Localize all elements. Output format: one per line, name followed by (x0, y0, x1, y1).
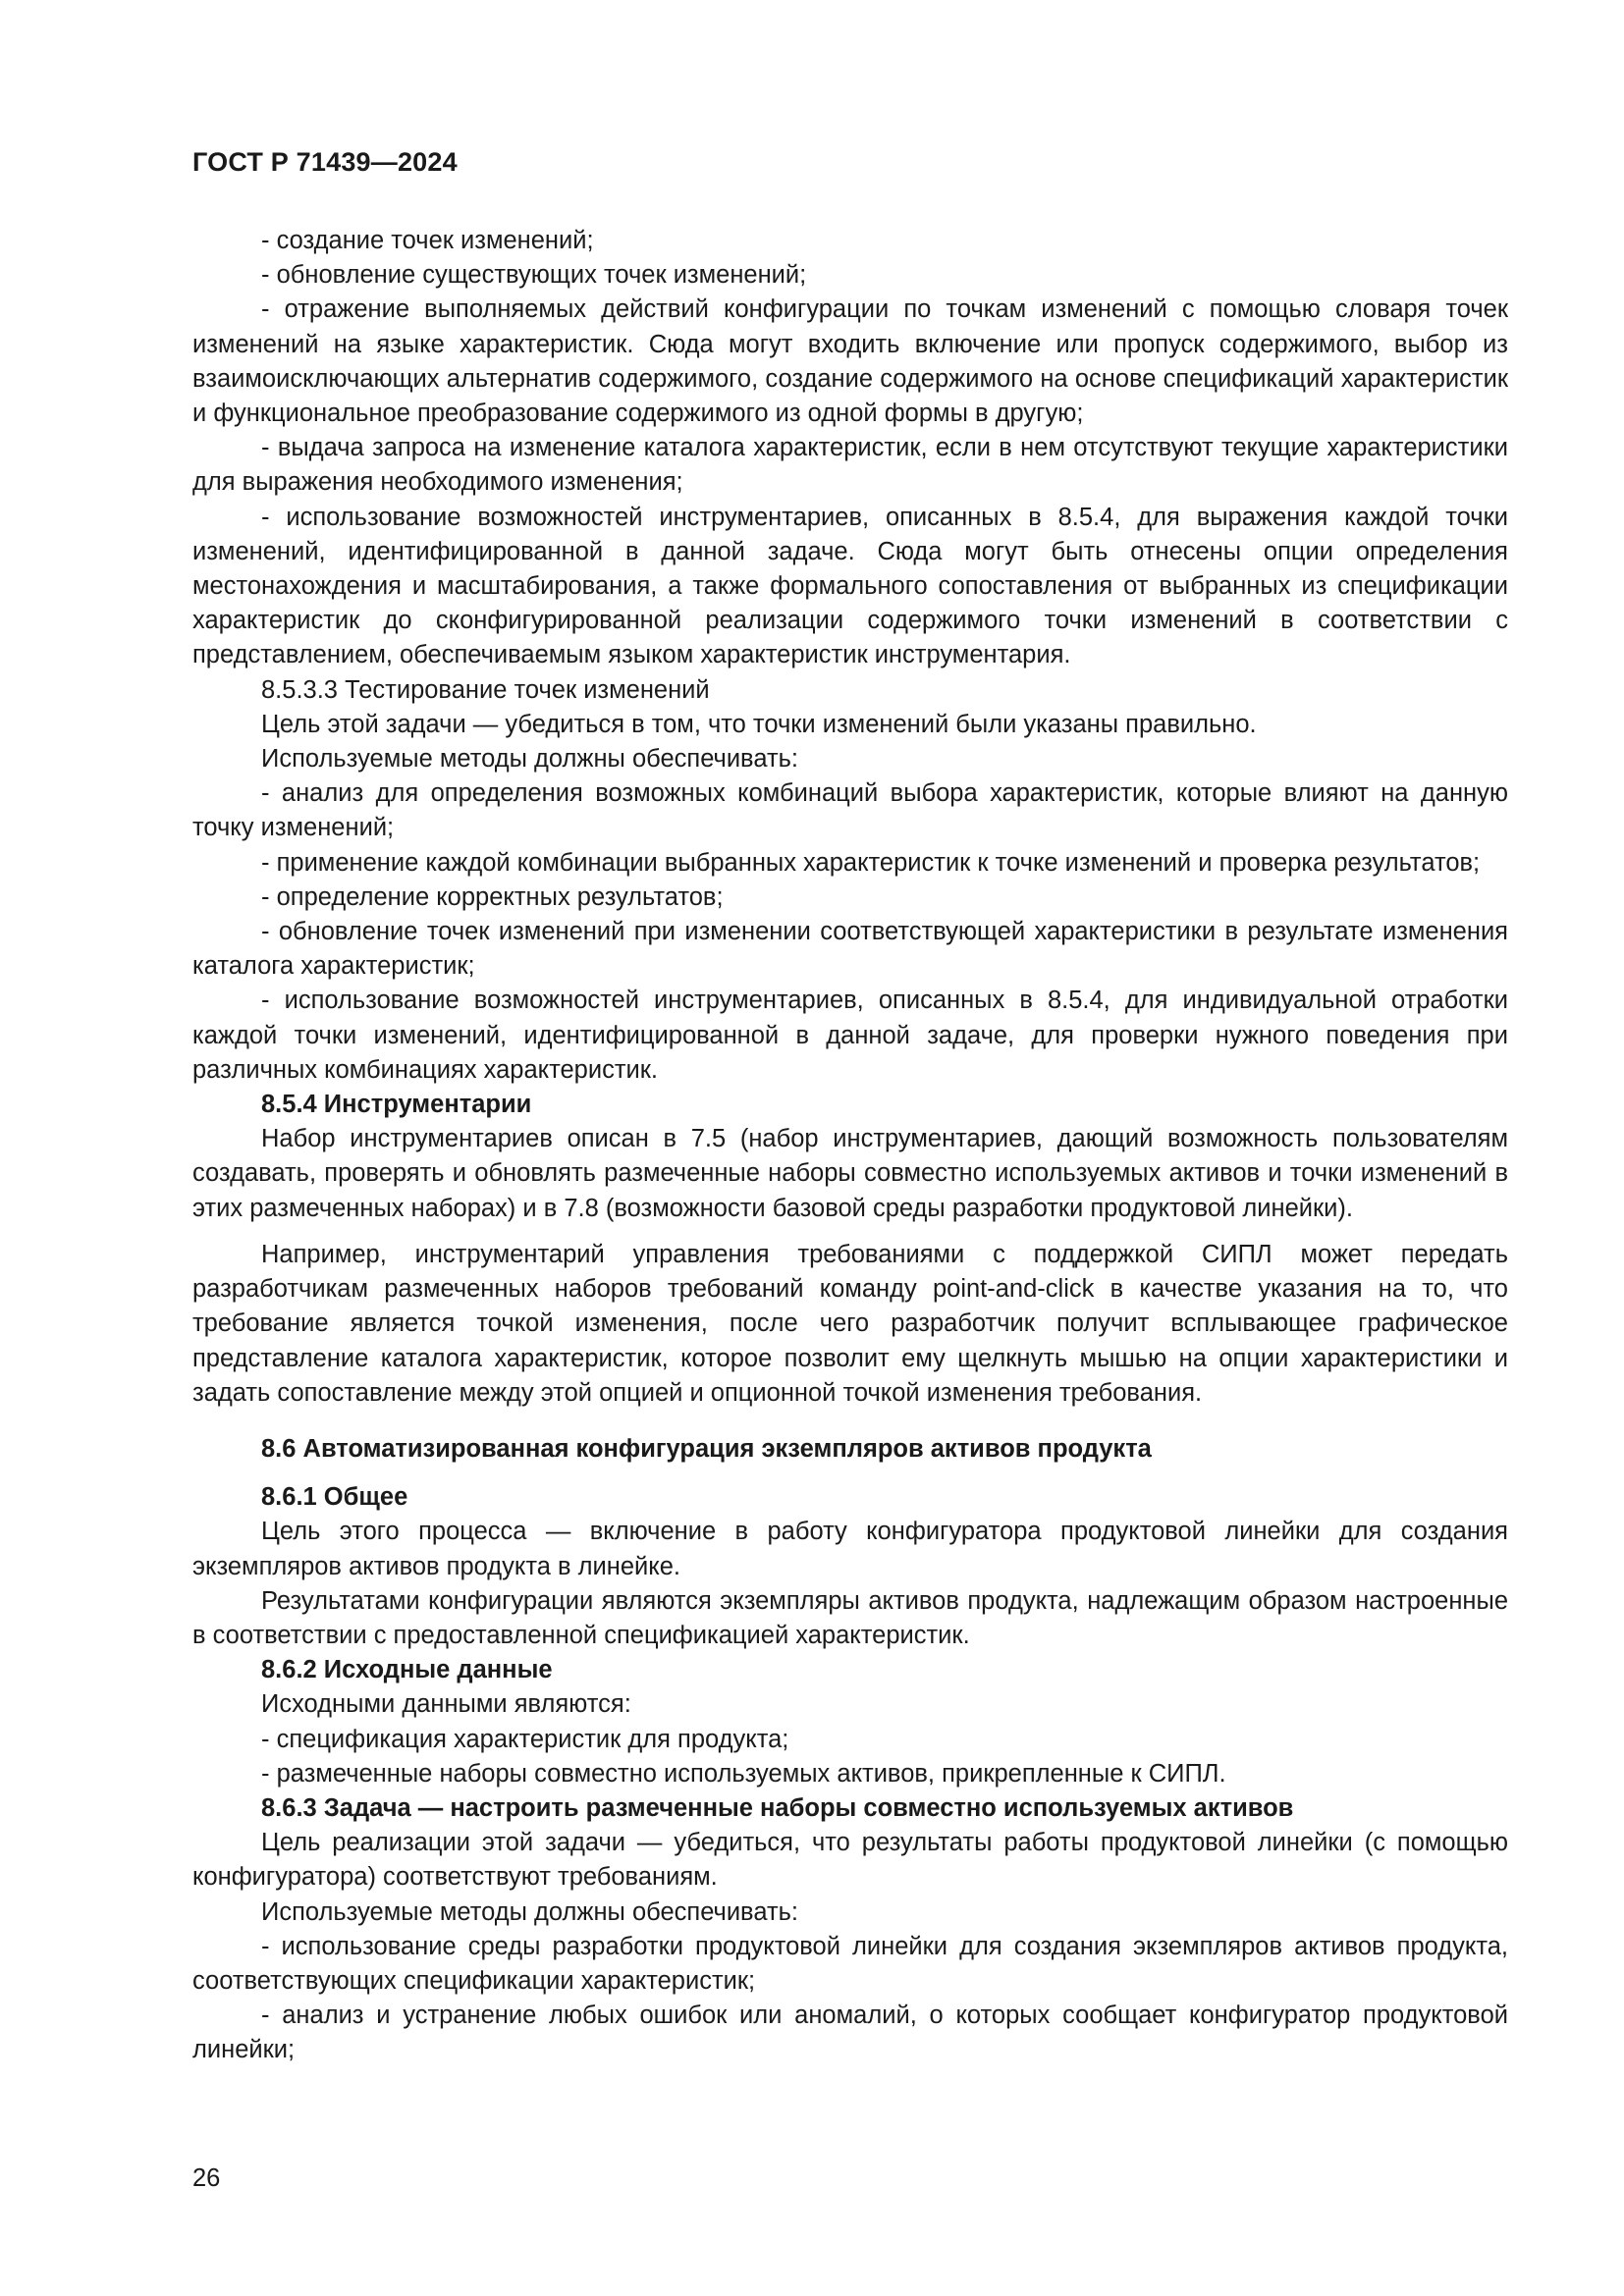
list-item: - создание точек изменений; (261, 227, 594, 254)
page-body (192, 224, 1508, 2068)
list-item: - обновление точек изменений при изменении соответствующей характеристики в результате изменения каталога характеристик; (192, 918, 1508, 981)
section-heading-8-6: 8.6 Автоматизированная конфигурация экземпляров активов продукта (261, 1434, 1152, 1463)
list-item: - применение каждой комбинации выбранных характеристик к точке изменений и проверка результатов; (261, 848, 1481, 877)
subsection-heading-8-6-3: 8.6.3 Задача — настроить размеченные наборы совместно используемых активов (261, 1793, 1294, 1822)
subsection-heading-8-6-2: 8.6.2 Исходные данные (261, 1656, 553, 1684)
subsection-heading-8-6-1: 8.6.1 Общее (261, 1483, 408, 1512)
document-header: ГОСТ Р 71439—2024 (192, 147, 458, 177)
paragraph: Результатами конфигурации являются экземпляры активов продукта, надлежащим образом настроенные в соответствии с предоставленной спецификацией характеристик. (192, 1586, 1508, 1649)
page-number: 26 (192, 2164, 221, 2192)
subsection-heading-8-5-3-3: 8.5.3.3 Тестирование точек изменений (261, 675, 710, 704)
list-item: - анализ для определения возможных комбинаций выбора характеристик, которые влияют на данную точку изменений; (192, 779, 1508, 842)
subsection-heading-8-5-4: 8.5.4 Инструментарии (261, 1091, 532, 1119)
paragraph: Используемые методы должны обеспечивать: (261, 1897, 798, 1926)
paragraph: Цель этой задачи — убедиться в том, что точки изменений были указаны правильно. (261, 710, 1257, 738)
list-item: - использование возможностей инструментариев, описанных в 8.5.4, для выражения каждой точки изменений, идентифицированной в данной задаче. Сюда могут быть отнесены опции определения местонахождения и масштабирования, а также формального сопоставления от выбранных из спецификации характеристик до сконфигурированной реализации содержимого точки изменений в соответствии с представлением, обеспечиваемым языком характеристик инструментария. (192, 503, 1508, 669)
paragraph: Цель этого процесса — включение в работу конфигуратора продуктовой линейки для создания экземпляров активов продукта в линейке. (192, 1518, 1508, 1580)
paragraph: Цель реализации этой задачи — убедиться, что результаты работы продуктовой линейки (с помощью конфигуратора) соответствуют требованиям. (192, 1829, 1508, 1892)
paragraph: Используемые методы должны обеспечивать: (261, 745, 798, 774)
list-item: - использование возможностей инструментариев, описанных в 8.5.4, для индивидуальной отработки каждой точки изменений, идентифицированной в данной задаче, для проверки нужного поведения при различных комбинациях характеристик. (192, 987, 1508, 1084)
list-item: - размеченные наборы совместно используемых активов, прикрепленные к СИПЛ. (261, 1759, 1226, 1788)
paragraph: Исходными данными являются: (261, 1690, 631, 1719)
paragraph: Например, инструментарий управления требованиями с поддержкой СИПЛ может передать разработчикам размеченных наборов требований команду point-and-click в качестве указания на то, что требование является точкой изменения, после чего разработчик получит всплывающее графическое представление каталога характеристик, которое позволит ему щелкнуть мышью на опции характеристики и задать сопоставление между этой опцией и опционной точкой изменения требования. (192, 1240, 1508, 1407)
list-item: - обновление существующих точек изменений; (261, 261, 807, 290)
list-item: - отражение выполняемых действий конфигурации по точкам изменений с помощью словаря точек изменений на языке характеристик. Сюда могут входить включение или пропуск содержимого, выбор из взаимоисключающих альтернатив содержимого, создание содержимого на основе спецификаций характеристик и функциональное преобразование содержимого из одной формы в другую; (192, 295, 1508, 428)
list-item: - анализ и устранение любых ошибок или аномалий, о которых сообщает конфигуратор продуктовой линейки; (192, 2002, 1508, 2064)
list-item: - использование среды разработки продуктовой линейки для создания экземпляров активов продукта, соответствующих спецификации характеристик; (192, 1932, 1508, 1995)
list-item: - определение корректных результатов; (261, 882, 724, 911)
list-item: - спецификация характеристик для продукта; (261, 1725, 789, 1753)
paragraph: Набор инструментариев описан в 7.5 (набор инструментариев, дающий возможность пользователям создавать, проверять и обновлять размеченные наборы совместно используемых активов и точки изменений в этих размеченных наборах) и в 7.8 (возможности базовой среды разработки продуктовой линейки). (192, 1125, 1508, 1222)
list-item: - выдача запроса на изменение каталога характеристик, если в нем отсутствуют текущие характеристики для выражения необходимого изменения; (192, 434, 1508, 497)
